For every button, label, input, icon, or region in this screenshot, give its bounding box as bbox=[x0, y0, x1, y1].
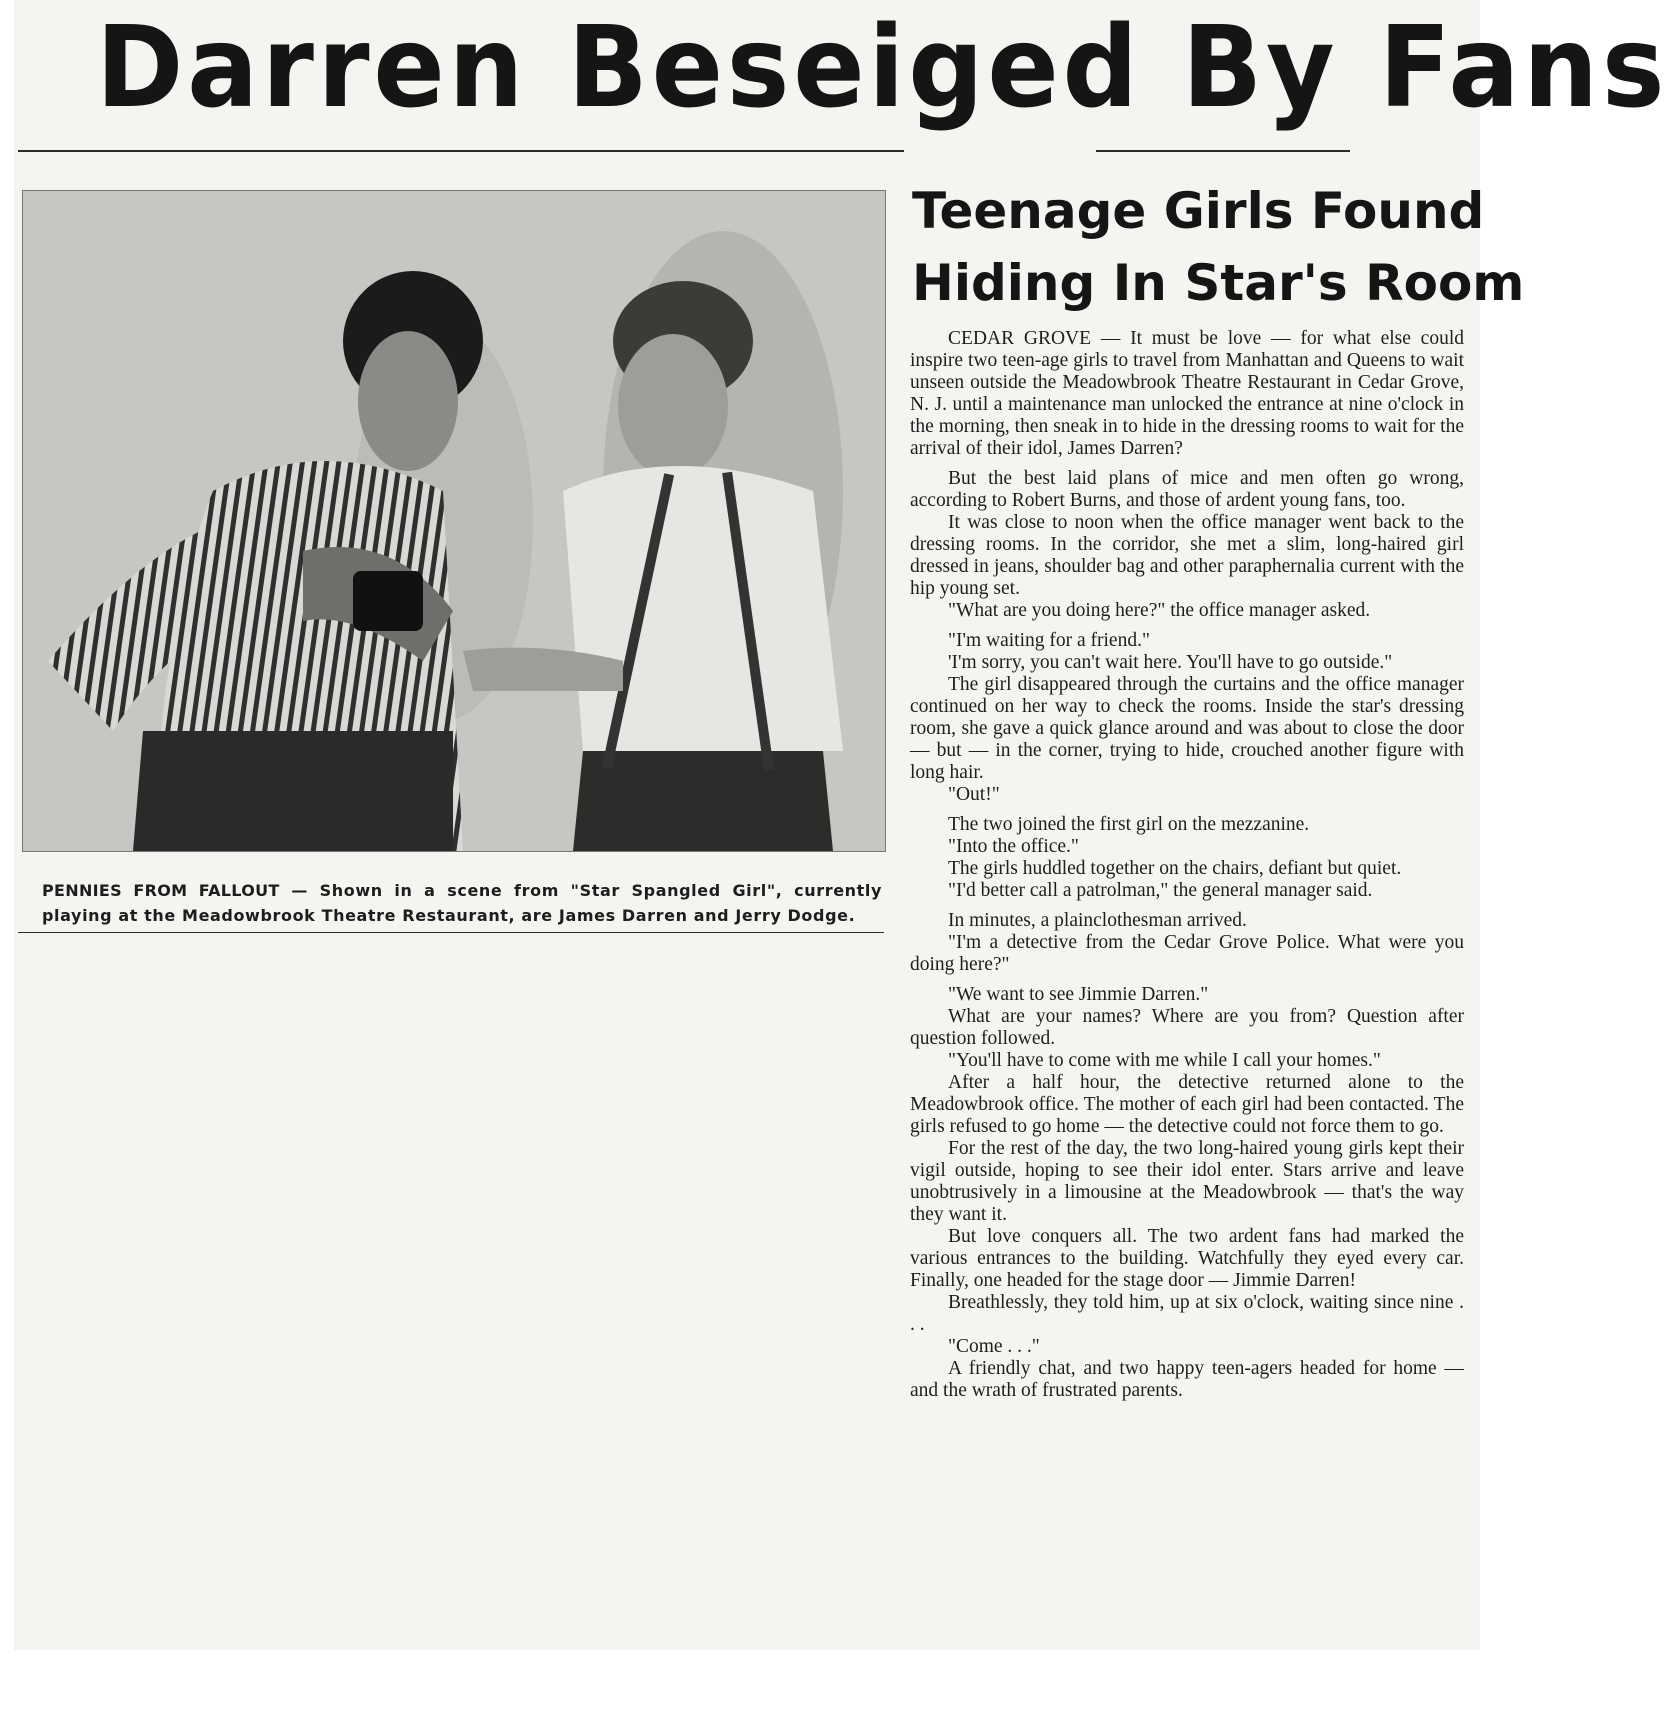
article-paragraph: "What are you doing here?" the office manager asked. bbox=[948, 600, 1371, 621]
article-paragraph: Breathlessly, they told him, up at six o'clock, waiting since nine . . . bbox=[910, 1292, 1464, 1335]
subhead-line-2: Hiding In Star's Room bbox=[912, 254, 1525, 312]
headline-rule-right bbox=[1096, 150, 1350, 152]
caption-rule bbox=[18, 932, 884, 933]
photo-illustration bbox=[23, 191, 885, 851]
article-paragraph: "We want to see Jimmie Darren." bbox=[948, 984, 1209, 1005]
article-body bbox=[910, 328, 1464, 1402]
article-paragraph: "Out!" bbox=[948, 784, 1000, 805]
article-paragraph: The girls huddled together on the chairs, defiant but quiet. bbox=[948, 858, 1402, 879]
article-paragraph: But the best laid plans of mice and men often go wrong, according to Robert Burns, and those of ardent young fans, too. bbox=[910, 468, 1464, 511]
article-paragraph: It was close to noon when the office manager went back to the dressing rooms. In the corridor, she met a slim, long-haired girl dressed in jeans, shoulder bag and other paraphernalia current with the hip young set. bbox=[910, 512, 1464, 599]
article-paragraph: The girl disappeared through the curtains and the office manager continued on her way to check the rooms. Inside the star's dressing room, she gave a quick glance around and was about to close the door — but — in the corner, trying to hide, crouched another figure with long hair. bbox=[910, 674, 1464, 783]
article-paragraph: For the rest of the day, the two long-haired young girls kept their vigil outside, hoping to see their idol enter. Stars arrive and leave unobtrusively in a limousine at the Meadowbrook — that's the way they want it. bbox=[910, 1138, 1464, 1225]
article-paragraph: "I'm waiting for a friend." bbox=[948, 630, 1150, 651]
article-paragraph: "I'm a detective from the Cedar Grove Police. What were you doing here?" bbox=[910, 932, 1464, 975]
caption-lead: PENNIES FROM FALLOUT bbox=[42, 881, 280, 900]
article-paragraph: 'I'm sorry, you can't wait here. You'll have to go outside." bbox=[948, 652, 1393, 673]
article-paragraph: The two joined the first girl on the mezzanine. bbox=[948, 814, 1310, 835]
caption-text: — Shown in a scene from "Star Spangled Girl", currently playing at the Meadowbrook Theatre Restaurant, are James Darren and Jerry Dodge. bbox=[42, 881, 883, 925]
article-paragraph: CEDAR GROVE — It must be love — for what else could inspire two teen-age girls to travel from Manhattan and Queens to wait unseen outside the Meadowbrook Theatre Restaurant in Cedar Grove, N. J. until a maintenance man unlocked the entrance at nine o'clock in the morning, then sneak in to hide in the dressing rooms to wait for the arrival of their idol, James Darren? bbox=[910, 328, 1464, 459]
news-photo bbox=[22, 190, 886, 852]
article-paragraph: "You'll have to come with me while I call your homes." bbox=[948, 1050, 1381, 1071]
article-paragraph: A friendly chat, and two happy teen-agers headed for home — and the wrath of frustrated parents. bbox=[910, 1358, 1464, 1401]
headline: Darren Beseiged By Fans bbox=[96, 3, 1668, 133]
subhead-line-1: Teenage Girls Found bbox=[912, 182, 1485, 240]
headline-rule-left bbox=[18, 150, 904, 152]
article-paragraph: "Into the office." bbox=[948, 836, 1079, 857]
article-paragraph: In minutes, a plainclothesman arrived. bbox=[948, 910, 1247, 931]
article-paragraph: "I'd better call a patrolman," the general manager said. bbox=[948, 880, 1373, 901]
photo-caption bbox=[42, 878, 882, 928]
article-paragraph: But love conquers all. The two ardent fans had marked the various entrances to the building. Watchfully they eyed every car. Finally, one headed for the stage door — Jimmie Darren! bbox=[910, 1226, 1464, 1291]
article-paragraph: What are your names? Where are you from? Question after question followed. bbox=[910, 1006, 1464, 1049]
article-paragraph: After a half hour, the detective returned alone to the Meadowbrook office. The mother of each girl had been contacted. The girls refused to go home — the detective could not force them to go. bbox=[910, 1072, 1464, 1137]
article-paragraph: "Come . . ." bbox=[948, 1336, 1040, 1357]
